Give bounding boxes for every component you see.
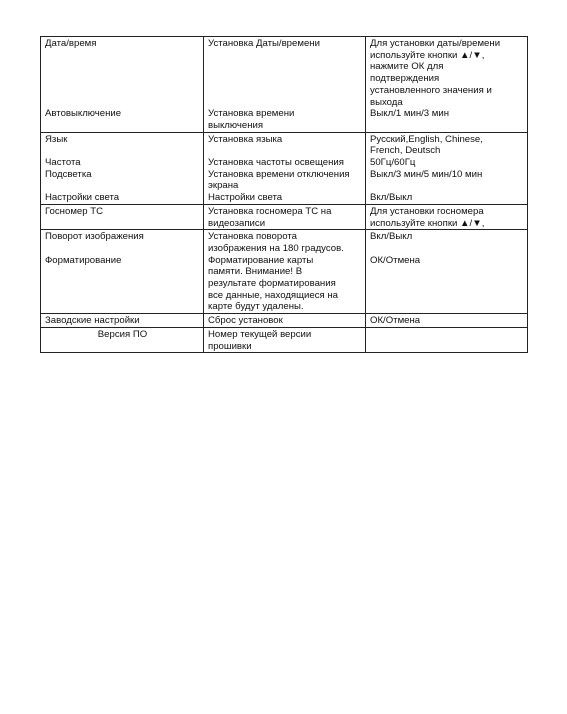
table-row	[41, 314, 528, 328]
setting-name-cell	[41, 37, 204, 133]
setting-description-cell	[204, 230, 366, 314]
setting-values-cell	[366, 132, 528, 204]
setting-values: Для установки даты/времени используйте кнопки ▲/▼, нажмите ОК для подтверждения установленного значения и выхода Выкл/1 мин/3 мин	[370, 38, 501, 120]
setting-name-cell	[41, 204, 204, 229]
setting-values-cell	[366, 314, 528, 328]
setting-name-cell	[41, 327, 204, 352]
table-row	[41, 204, 528, 229]
setting-description: Установка Даты/времени Установка времени выключения	[208, 38, 320, 131]
setting-name: Версия ПО	[97, 328, 148, 340]
setting-description-cell	[204, 132, 366, 204]
setting-description: Установка госномера ТС на видеозаписи	[208, 205, 332, 229]
setting-description: Установка языка Установка частоты освещения Установка времени отключения экрана Настройки света	[208, 133, 350, 204]
setting-values: ОК/Отмена	[370, 315, 421, 327]
setting-description-cell	[204, 314, 366, 328]
table-row	[41, 37, 528, 133]
setting-description-cell	[204, 204, 366, 229]
setting-name: Язык Частота Подсветка Настройки света	[45, 133, 120, 204]
setting-description: Номер текущей версии прошивки	[208, 328, 312, 352]
setting-description: Установка поворота изображения на 180 градусов. Форматирование карты памяти. Внимание! В результате форматирования все данные, находящиеся на карте будут удалены.	[208, 231, 344, 313]
setting-values-cell	[366, 204, 528, 229]
setting-values-cell	[366, 230, 528, 314]
setting-values-cell	[366, 37, 528, 133]
table-row	[41, 132, 528, 204]
setting-name-cell	[41, 132, 204, 204]
setting-description-cell	[204, 37, 366, 133]
setting-name-cell	[41, 314, 204, 328]
setting-description-cell	[204, 327, 366, 352]
setting-name-cell	[41, 230, 204, 314]
setting-name: Госномер ТС	[45, 205, 104, 217]
setting-values: Для установки госномера используйте кнопки ▲/▼,	[370, 205, 485, 229]
setting-name: Заводские настройки	[45, 315, 140, 327]
setting-name: Поворот изображения Форматирование	[45, 231, 144, 266]
setting-name: Дата/время Автовыключение	[45, 38, 122, 120]
setting-values-cell	[366, 327, 528, 352]
table-row	[41, 327, 528, 352]
setting-values: Вкл/Выкл ОК/Отмена	[370, 231, 421, 266]
setting-description: Сброс установок	[208, 315, 283, 327]
setting-values: Русский,English, Chinese, French, Deutsch 50Гц/60Гц Выкл/3 мин/5 мин/10 мин Вкл/Выкл	[370, 133, 483, 204]
settings-table	[40, 36, 528, 353]
table-row	[41, 230, 528, 314]
